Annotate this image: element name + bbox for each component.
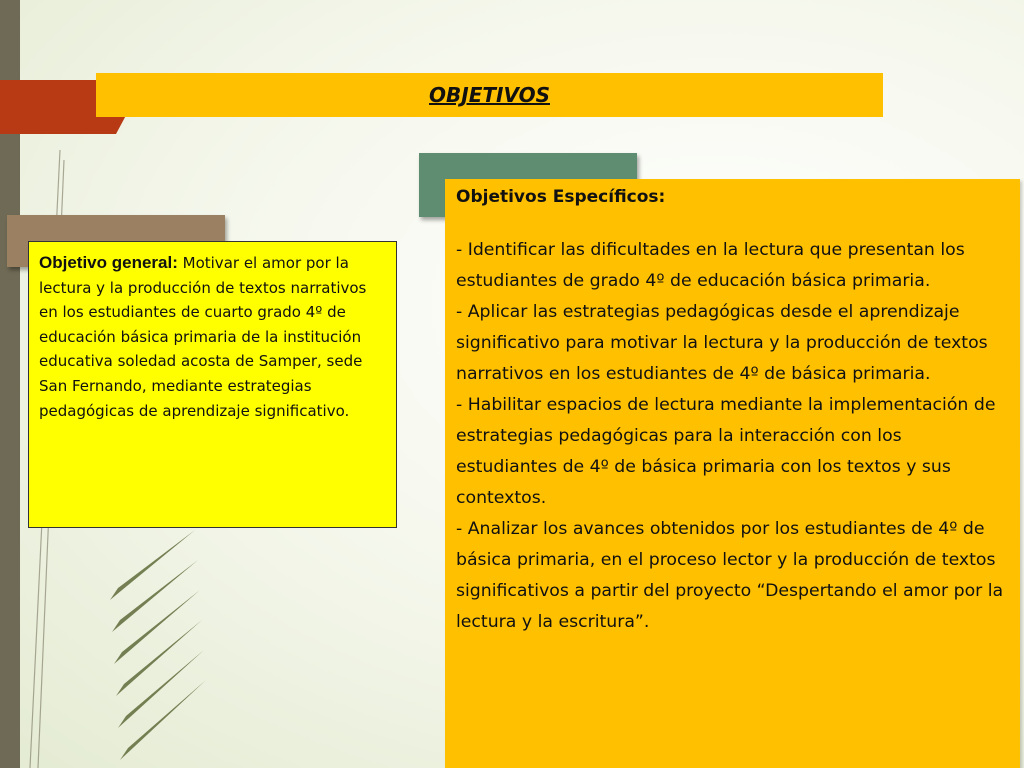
general-objective-body: Motivar el amor por la lectura y la producción de textos narrativos en los estudiantes de cuarto grado 4º de educación básica primaria de la institución educativa soledad acosta de Samper, sede San Fernando, mediante estrategias pedagógicas de aprendizaje significativo. — [39, 254, 367, 420]
title-banner — [96, 73, 883, 117]
list-item: - Analizar los avances obtenidos por los estudiantes de 4º de básica primaria, en el proceso lector y la producción de textos significativos a partir del proyecto “Despertando el amor por la lectura y la escritura”. — [456, 519, 1004, 632]
general-objective-text — [39, 251, 389, 423]
specific-objectives-box — [445, 179, 1020, 768]
general-objective-label: Objetivo general: — [39, 253, 178, 272]
general-objective-box — [28, 241, 397, 528]
specific-objectives-list — [456, 235, 1006, 638]
list-item: - Identificar las dificultades en la lectura que presentan los estudiantes de grado 4º de educación básica primaria. — [456, 240, 965, 291]
list-item: - Aplicar las estrategias pedagógicas desde el aprendizaje significativo para motivar la lectura y la producción de textos narrativos en los estudiantes de 4º de básica primaria. — [456, 302, 988, 384]
page-title: OBJETIVOS — [429, 83, 550, 107]
specific-objectives-heading: Objetivos Específicos: — [456, 187, 666, 207]
list-item: - Habilitar espacios de lectura mediante la implementación de estrategias pedagógicas para la interacción con los estudiantes de 4º de básica primaria con los textos y sus contextos. — [456, 395, 996, 508]
